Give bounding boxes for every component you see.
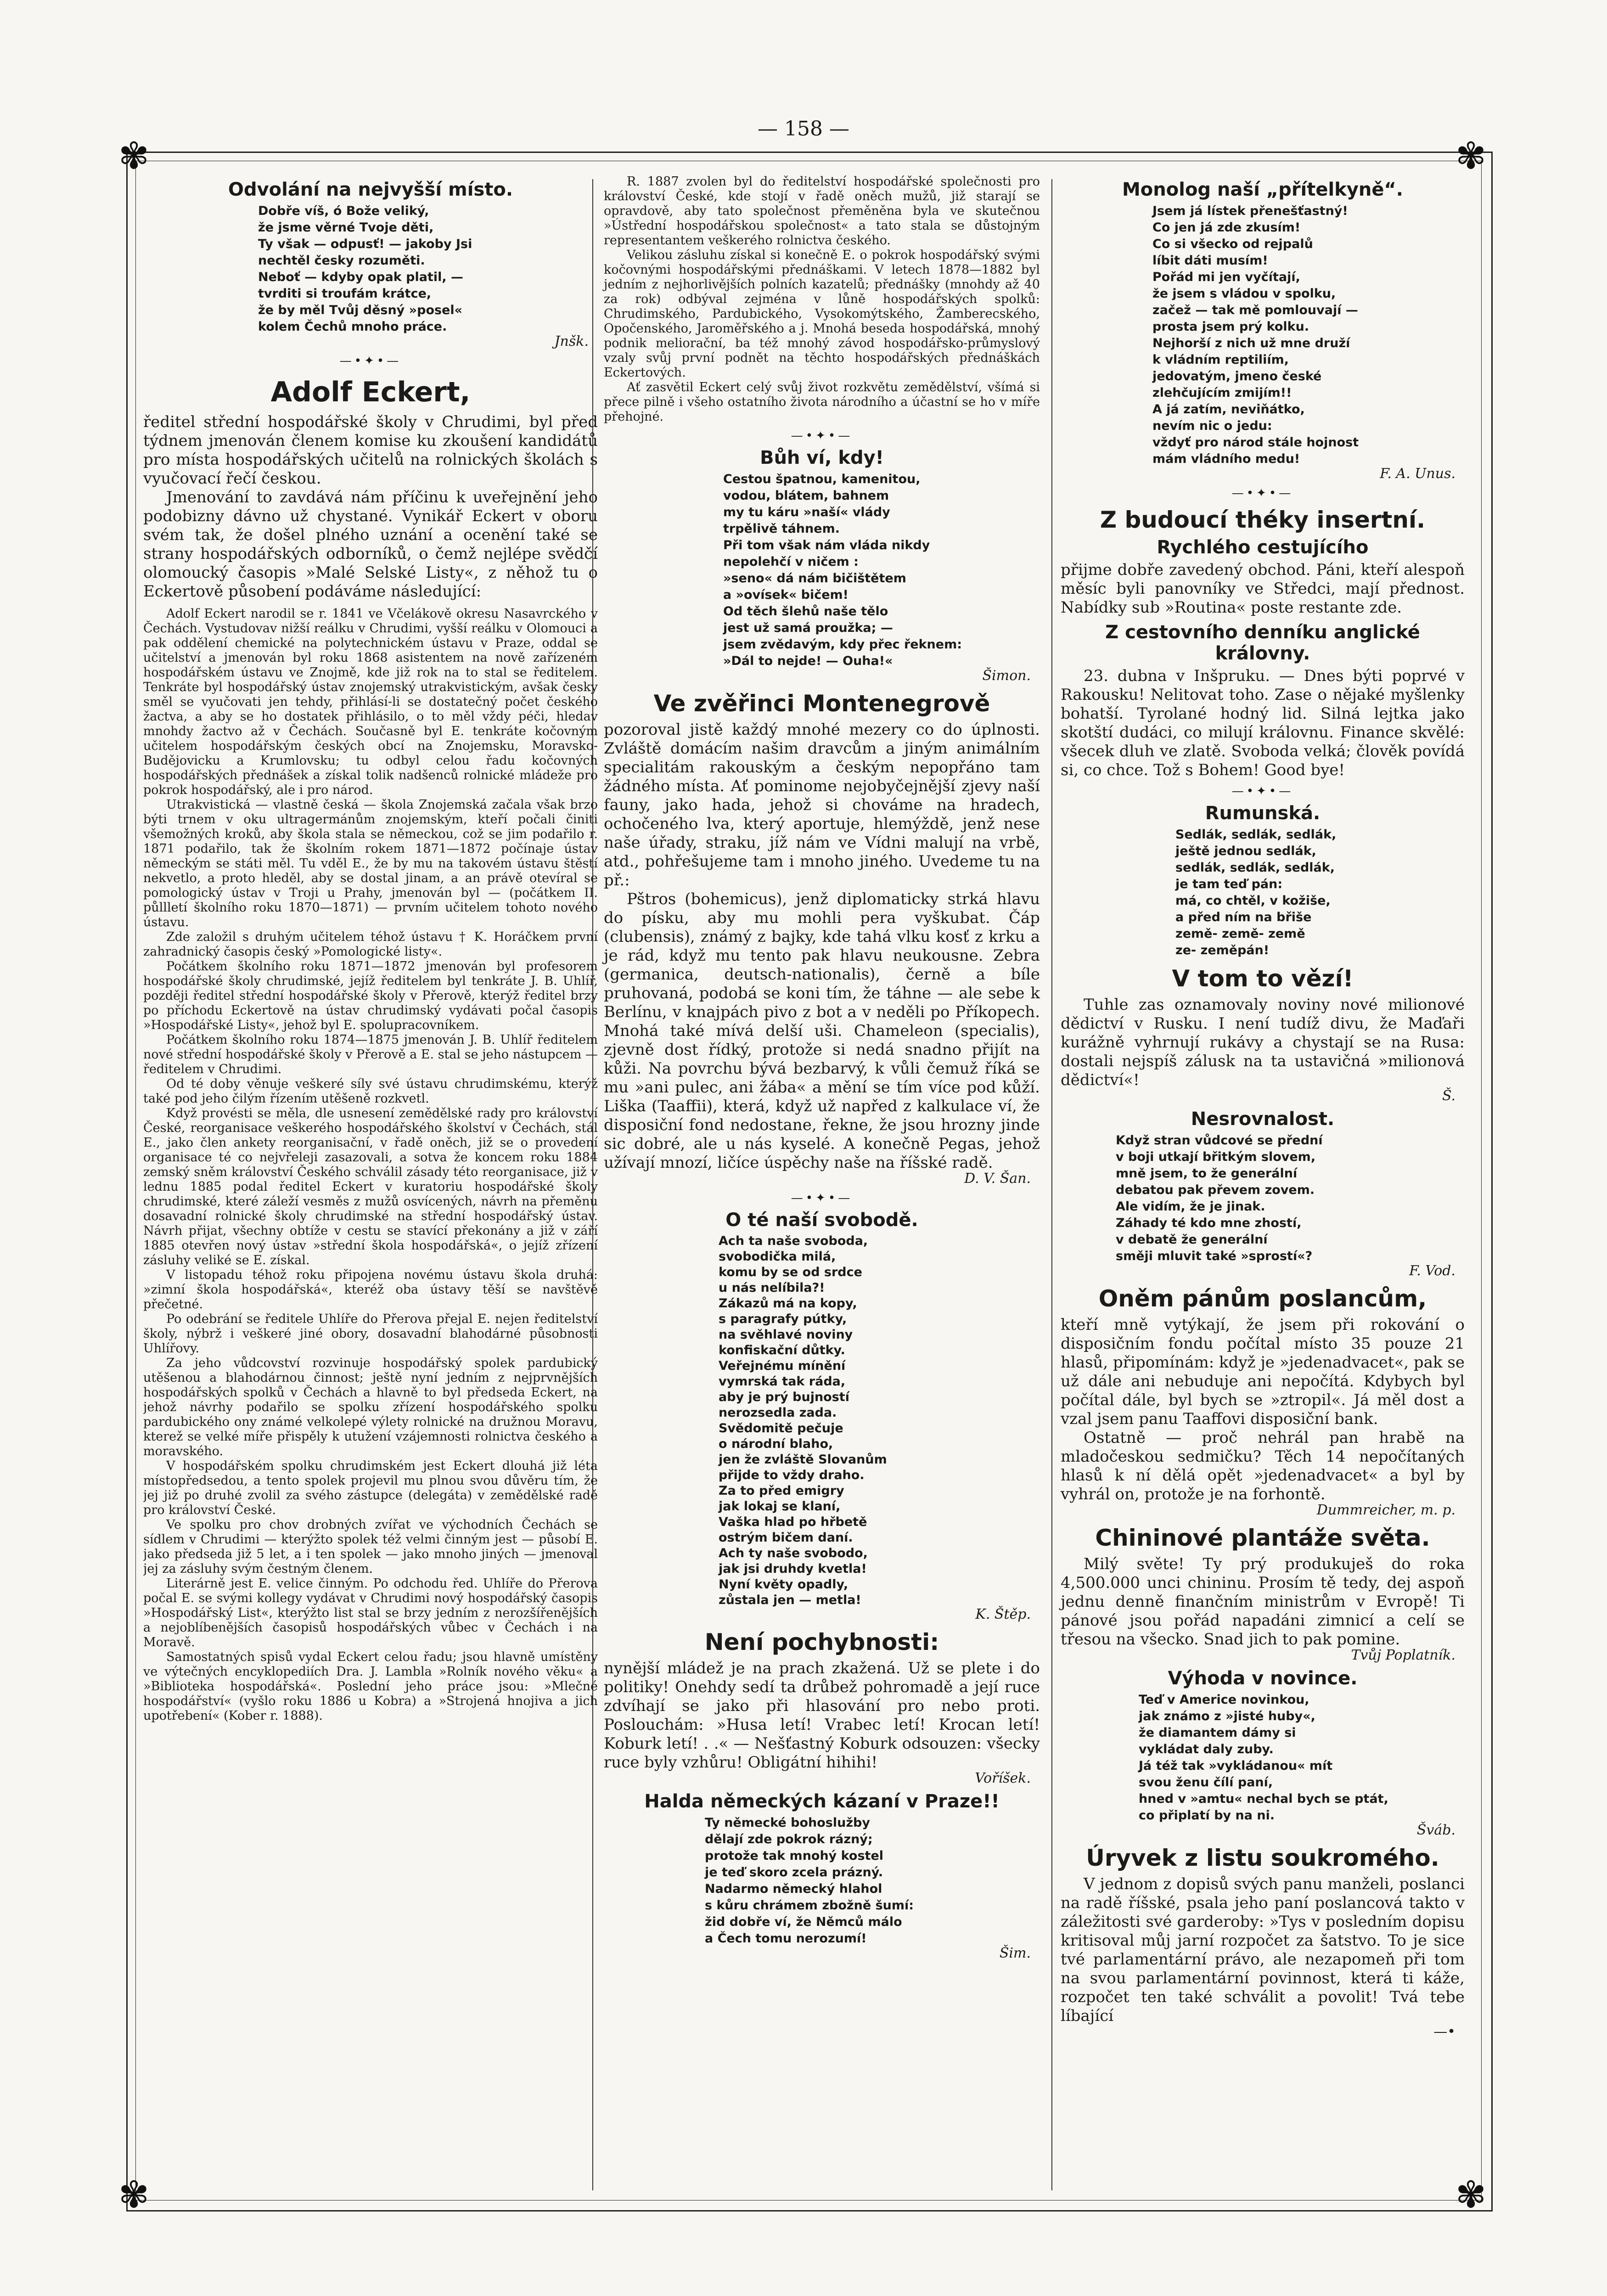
poem-line: k vládním reptiliím,: [1152, 353, 1289, 367]
poem-line: hned v »amtu« nechal bych se ptát,: [1139, 1792, 1388, 1806]
poslancum-text: kteří mně vytýkají, že jsem při rokování o disposičním fondu počítal místo 35 pouze 21 hlasů, připomínám: když je »jedenadvacet«, pak se už dále ani nebuduje ani nepočítá. Kdybych byl počítal dále, byl bych se »ztropil«. Já měl dost a vzal jsem panu Taaffovi disposiční bank.: [1061, 1316, 1465, 1428]
uryvek-signature: —•: [1433, 2024, 1455, 2040]
eckert-small-para: Za jeho vůdcovství rozvinuje hospodářský spolek pardubický utěšenou a blahodárnou činnost; ještě nyní jedním z nejprvnějších hospodářských spolků v Čechách a hlavně to byl předseda Eckert, na jehož návrhy podařilo se spolku zřízení hospodářského spolku pardubického ony známé velkolepé výlety rolnické na družnou Moravu, kterež se velké míře přispěly k utužení vzájemnosti rolnictva českého a moravského.: [143, 1356, 598, 1458]
poem-line: v boji utkají břitkým slovem,: [1116, 1150, 1316, 1164]
vyhoda-poem: [1061, 1692, 1465, 1824]
eckert-small-para: Samostatných spisů vydal Eckert celou řadu; jsou hlavně umístěny ve výtečných encyklopediích Dra. J. Lambla »Rolník nového věku« a »Biblioteka hospodářská«. Poslední jeho práce jsou: »Mlečné hospodářství« (vyšlo roku 1886 u Kobra) a »Strojená hnojiva a jich upotřebení« (Kober r. 1888).: [143, 1650, 598, 1723]
zverinec-para1: pozoroval jistě každý mnohé mezery co do úplnosti. Zvláště domácím našim dravcům a jiným animálním specialitám rakouským a českým nepopřáno tam žádného místa. Ať pominome nejobyčejnější zjevy naší fauny, jako hada, jehož si chováme na hradech, ochočeného lva, který aportuje, hlemýždě, jenž nese naše úřady, straku, jíž nám ve Vídni malují na vrbě, atd., pohřešujeme tam i mnoho jiného. Uvedeme tu na př.:: [604, 720, 1040, 889]
poem-line: u nás nelíbila?!: [719, 1281, 825, 1295]
eckert-small-para: Literárně jest E. velice činným. Po odchodu řed. Uhlíře do Přerova počal E. se svými kollegy vydávat v Chrudimi nový hospodářský časopis »Hospodářský List«, kterýžto list stal se brzy jedním z nerozšířenějších a nejoblíbenějších časopisů hospodářských vůbec v Čechách i na Moravě.: [143, 1576, 598, 1649]
eckert-small-para: Počátkem školního roku 1871—1872 jmenován byl profesorem hospodářské školy chrudimské, jejíž ředitelem byl tenkráte J. B. Uhlíř, později ředitel střední hospodářské školy v Přerově, kterýž ředitel brzy po příchodu Eckertově na ústav chrudimský vydávati počal časopis »Hospodářské Listy«, jehož byl E. spolupracovníkem.: [143, 959, 598, 1032]
eckert-title: Adolf Eckert,: [270, 376, 471, 408]
poem-line: s kůru chrámem zbožně šumí:: [705, 1898, 914, 1913]
poem-line: zlehčujícím zmijím!!: [1152, 386, 1292, 400]
poem-line: Svědomitě pečuje: [719, 1421, 843, 1435]
eckert-cont-para: Velikou zásluhu získal si konečně E. o pokrok hospodářský svými kočovnými hospodářskými přednáškami. V letech 1878—1882 byl jedním z nejhorlivějších polních kazatelů; přednášky (mnohdy až 40 za rok) odbýval zejména v lůně hospodářských spolků: Chrudimského, Pardubického, Vysokomýtského, Žamberecského, Opočenského, Jaroměřského a j. Mnohá beseda hospodářská, mnohý podnik meliorační, ba též mnohý závod hospodářsko-průmyslový vzaly svůj první podnět na těchto hospodářských přednáškách Eckertových.: [604, 248, 1040, 380]
poem-line: že by měl Tvůj děsný »posel«: [258, 303, 463, 317]
nesrovnalost-title: Nesrovnalost.: [1191, 1109, 1335, 1130]
poem-line: ze- zeměpán!: [1175, 943, 1270, 957]
poem-line: mně jsem, to že generální: [1116, 1166, 1298, 1181]
poem-line: že jsme věrné Tvoje děti,: [258, 220, 434, 235]
poem-line: Ty však — odpusť! — jakoby Jsi: [258, 237, 472, 251]
poem-line: my tu káru »naší« vlády: [723, 505, 890, 519]
corner-ornament-icon: ✾: [1455, 2173, 1487, 2216]
monolog-signature: F. A. Unus.: [1380, 466, 1455, 482]
tom-title: V tom to vězí!: [1172, 965, 1354, 992]
poem-line: Záhady té kdo mne zhostí,: [1116, 1216, 1302, 1230]
monolog-poem: [1061, 203, 1465, 467]
poem-line: jsem zvědavým, kdy přec řeknem:: [723, 637, 962, 652]
eckert-small-para: Adolf Eckert narodil se r. 1841 ve Včelákově okresu Nasavrckého v Čechách. Vystudovav nižší reálku v Chrudimi, vyšší reálku v Olomouci a pak oddělení chemické na polytechnickém ústavu v Praze, oddal se učitelství a jmenován byl roku 1868 asistentem na nově zařízeném hospodářském ústavu ve Znojmě, kde již rok na to stal se ředitelem. Tenkráte byl hospodářský ústav znojemský utrakvistickým, avšak česky směl se vyučovati jen tehdy, přihlásí-li se dostatečný počet českého žactva, a aby se ho dostatek přihlásilo, o to měl vždy péči, hledav mnohdy žactvo až v Čechách. Současně byl E. tenkráte kočovným učitelem hospodářským českých obcí na Znojemsku, Moravsko-Budějovicku a Krumlovsku; tu odbyl celou řadu kočovných hospodářských přednášek a získal tolik nadšenců rolnické mládeže pro pokrok hospodářský, ale i pro národ.: [143, 607, 598, 797]
poem-line: jedovatým, jmeno české: [1152, 369, 1322, 383]
eckert-cont-para: Ať zasvětil Eckert celý svůj život rozkvětu zemědělství, všímá si přece pilně i všeho ostatního života národního a účastní se ho v míře přehojné.: [604, 380, 1040, 424]
poem-line: Já též tak »vykládanou« mít: [1139, 1759, 1333, 1773]
poem-line: Nejhorší z nich už mne druží: [1152, 336, 1350, 350]
theky-text: přijme dobře zavedený obchod. Páni, kteří alespoň měsíc byli panovníky ve Středci, mají přednost. Nabídky sub »Routina« poste restante zde.: [1061, 561, 1465, 617]
eckert-small-para: Od té doby věnuje veškeré síly své ústavu chrudimskému, kterýž také pod jeho čilým řízením utěšeně rozkvetl.: [143, 1077, 598, 1106]
poem-line: Sedlák, sedlák, sedlák,: [1175, 827, 1337, 842]
poem-line: Při tom však nám vláda nikdy: [723, 538, 930, 552]
buh-poem: [604, 471, 1040, 670]
halda-signature: Šim.: [999, 1945, 1031, 1961]
poem-line: Co si všecko od rejpalů: [1152, 237, 1313, 251]
pochybnosti-text: nynější mládež je na prach zkažená. Už se plete i do politiky! Onehdy sedí ta drůbež pohromadě a její ruce zdvíhají se jako při hlasování pro nebo proti. Poslouchám: »Husa letí! Vrabec letí! Krocan letí! Koburk letí! . .« — Nešťastný Koburk odsouzen: všecky ruce byly vzhůru! Obligátní hihihi!: [604, 1659, 1040, 1772]
poem-line: Zákazů má na kopy,: [719, 1296, 857, 1311]
chinin-text: Milý světe! Ty prý produkuješ do roka 4,500.000 unci chininu. Prosím tě tedy, dej aspoň jednu denně finančním ministrům v Evropě! Ti pánové jsou pořád napadáni zimnicí a celí se třesou na všecko. Snad jich to pak pomine.: [1061, 1555, 1465, 1649]
poem-line: co připlatí by na ni.: [1139, 1808, 1275, 1823]
eckert-small-para: Utrakvistická — vlastně česká — škola Znojemská začala však brzo býti trnem v oku ultragermánům znojemským, kteří počali činiti všemožných kroků, aby škola stala se německou, což se jim podařilo r. 1871 podařilo, tak že školním rokem 1871—1872 počínaje ústav německým se státi měl. Tu vděl E., že by mu na takovém ústavu štěstí nekvetlo, a proto hleděl, aby se dostal jinam, a an právě otevíral se pomologický ústav v Troji u Prahy, jmenován byl — (počátkem II. půllletí školního roku 1870—1871) — prvním učitelem tohoto nového ústavu.: [143, 798, 598, 929]
zverinec-title: Ve zvěřinci Montenegrově: [653, 690, 990, 717]
poem-line: jak lokaj se klaní,: [719, 1499, 841, 1514]
poslancum-text2: Ostatně — proč nehrál pan hrabě na mladočeskou sedmičku? Těch 14 nepočítaných hlasů k ní dělá opět »jedenadvacet« a byl by vyhrál on, protože je na forhontě.: [1061, 1429, 1465, 1503]
theky-title: Z budoucí théky insertní.: [1100, 506, 1426, 533]
svobode-signature: K. Štěp.: [975, 1606, 1031, 1622]
poem-line: protože tak mnohý kostel: [705, 1849, 884, 1863]
poem-line: Teď v Americe novinkou,: [1139, 1693, 1309, 1707]
poslancum-title: Oněm pánům poslancům,: [1098, 1285, 1427, 1312]
column-1: [143, 174, 598, 2190]
poem-line: Vaška hlad po hřbetě: [719, 1515, 867, 1529]
poem-line: tvrditi si troufám krátce,: [258, 287, 432, 301]
eckert-small-para: Počátkem školního roku 1874—1875 jmenován J. B. Uhlíř ředitelem nové střední hospodářské školy v Přerově a E. stal se jeho nástupcem — ředitelem v Chrudimi.: [143, 1033, 598, 1076]
poem-line: je tam teď pán:: [1175, 877, 1283, 891]
poem-line: Jsem já lístek přenešťastný!: [1152, 204, 1348, 218]
poem-line: jest už samá proužka; —: [723, 621, 893, 635]
poem-line: Nyní květy opadly,: [719, 1577, 848, 1592]
poem-line: Cestou špatnou, kamenitou,: [723, 472, 921, 486]
poem-line: jak známo z »jisté huby«,: [1139, 1709, 1315, 1723]
eckert-small-para: Zde založil s druhým učitelem téhož ústavu † K. Horáčkem první zahradnický časopis český »Pomologické listy«.: [143, 930, 598, 959]
poem-line: přijde to vždy draho.: [719, 1468, 865, 1482]
poem-line: Co jen já zde zkusím!: [1152, 220, 1301, 235]
poem-line: svou ženu čílí paní,: [1139, 1775, 1273, 1790]
poem-line: a Čech tomu nerozumí!: [705, 1931, 867, 1946]
poem-line: nepolehčí v ničem :: [723, 555, 859, 569]
column-3: [1051, 174, 1474, 2190]
poem-line: Pořád mi jen vyčítají,: [1152, 270, 1300, 284]
uryvek-title: Úryvek z listu soukromého.: [1086, 1845, 1439, 1871]
odvolani-title: Odvolání na nejvyšší místo.: [228, 179, 513, 200]
poem-line: aby je prý bujností: [719, 1390, 849, 1404]
poem-line: Za to před emigry: [719, 1484, 844, 1498]
poem-line: mám vládního medu!: [1152, 452, 1300, 466]
page-number: — 158 —: [758, 117, 849, 141]
poslancum-signature: Dummreicher, m. p.: [1316, 1502, 1455, 1518]
tom-signature: Š.: [1442, 1088, 1455, 1104]
poem-line: a před ním na břiše: [1175, 910, 1312, 924]
poem-line: ještě jednou sedlák,: [1175, 844, 1316, 858]
buh-title: Bůh ví, kdy!: [760, 447, 884, 468]
nesrovnalost-poem: [1061, 1132, 1465, 1265]
poem-line: nevím nic o jedu:: [1152, 419, 1272, 433]
eckert-cont-para: R. 1887 zvolen byl do ředitelství hospodářské společnosti pro království České, kde stojí v řadě oněch mužů, již starají se opravdově, aby tato společnost přeměněna byla ve skutečnou »Ústřední hospodářskou společnost« a tato stala se důstojným representantem veškerého rolnictva českého.: [604, 174, 1040, 248]
svobode-title: O té naší svobodě.: [725, 1210, 918, 1231]
poem-line: A já zatím, neviňátko,: [1152, 402, 1305, 416]
poem-line: Ty německé bohoslužby: [705, 1816, 870, 1830]
nesrovnalost-signature: F. Vod.: [1409, 1263, 1455, 1279]
poem-line: nechtěl česky rozuměti.: [258, 253, 425, 268]
poem-line: sedlák, sedlák, sedlák,: [1175, 861, 1335, 875]
poem-line: a »ovísek« bičem!: [723, 588, 848, 602]
poem-line: začež — tak mě pomlouvají —: [1152, 303, 1358, 317]
chinin-signature: Tvůj Poplatník.: [1351, 1647, 1455, 1663]
poem-line: komu by se od srdce: [719, 1265, 862, 1279]
separator-ornament-icon: —•✦•—: [1231, 784, 1294, 798]
poem-line: Nadarmo německý hlahol: [705, 1882, 882, 1896]
poem-line: že jsem s vládou v spolku,: [1152, 287, 1336, 301]
pochybnosti-title: Není pochybnosti:: [704, 1629, 939, 1655]
vyhoda-title: Výhoda v novince.: [1168, 1668, 1358, 1689]
column-2: [592, 174, 1051, 2190]
corner-ornament-icon: ✾: [118, 135, 150, 177]
eckert-small-para: V listopadu téhož roku připojena novému ústavu škola druhá: »zimní škola hospodářská«, kteréž oba ústavy těší se navštěvě přečetné.: [143, 1268, 598, 1311]
poem-line: jen že zvláště Slovanům: [719, 1452, 887, 1467]
poem-line: v debatě že generální: [1116, 1232, 1268, 1247]
eckert-para2: Jmenování to zavdává nám příčinu k uveřejnění jeho podobizny dávno už chystané. Vynikář Eckert v oboru svém tak, že došel plného uznání a ocenění také se strany hospodářských odborníků, o čemž nejlépe svědčí olomoucký časopis »Malé Selské Listy«, z něhož tu o Eckertově působení podáváme následující:: [143, 488, 598, 601]
poem-line: o národní blaho,: [719, 1437, 833, 1451]
poem-line: vždyť pro národ stále hojnost: [1152, 435, 1359, 450]
rumunska-title: Rumunská.: [1205, 803, 1320, 824]
vyhoda-signature: Šváb.: [1416, 1822, 1455, 1838]
eckert-intro: ředitel střední hospodářské školy v Chrudimi, byl před týdnem jmenován členem komise ku zkoušení kandidátů pro místa hospodářských učitelů na rolnických školách s vyučovací řečí českou.: [143, 413, 598, 488]
odvolani-poem: [143, 203, 598, 335]
buh-signature: Šimon.: [982, 668, 1031, 684]
poem-line: Ale vidím, že je jinak.: [1116, 1199, 1265, 1214]
poem-line: na svěhlavé noviny: [719, 1328, 853, 1342]
tom-text: Tuhle zas oznamovaly noviny nové milionové dědictví v Rusku. I není tudíž divu, že Maďaři kurážně vyhrnují rukávy a chystají se na Rusa: dostali nejspíš zálusk na ta ustavičná »milionová dědictví«!: [1061, 996, 1465, 1089]
rumunska-poem: [1061, 827, 1465, 959]
poem-line: dělají zde pokrok rázný;: [705, 1832, 873, 1846]
separator-ornament-icon: —•✦•—: [791, 1191, 853, 1205]
poem-line: »Dál to nejde! — Ouha!«: [723, 654, 893, 668]
zverinec-signature: D. V. Šan.: [964, 1171, 1031, 1187]
eckert-small-para: V hospodářském spolku chrudimském jest Eckert dlouhá již léta místopředsedou, a tento spolek projevil mu plnou svou důvěru tím, že jej již po druhé zvolil za svého zástupce (delegáta) v zemědělské radě pro království České.: [143, 1459, 598, 1517]
poem-line: s paragrafy pútky,: [719, 1312, 847, 1326]
poem-line: prosta jsem prý kolku.: [1152, 320, 1309, 334]
poem-line: Dobře víš, ó Bože veliký,: [258, 204, 429, 218]
chinin-title: Chininové plantáže světa.: [1095, 1525, 1430, 1551]
theky-subtitle: Rychlého cestujícího: [1157, 537, 1369, 558]
poem-line: trpělivě táhnem.: [723, 522, 840, 536]
svobode-poem: [604, 1233, 1040, 1608]
poem-line: »seno« dá nám bičištětem: [723, 571, 906, 585]
separator-ornament-icon: —•✦•—: [791, 429, 853, 443]
poem-line: země- země- země: [1175, 927, 1305, 941]
separator-ornament-icon: —•✦•—: [339, 354, 402, 368]
poem-line: vodou, blátem, bahnem: [723, 489, 889, 503]
monolog-title: Monolog naší „přítelkyně“.: [1122, 179, 1403, 200]
eckert-small-para: Když provésti se měla, dle usnesení zemědělské rady pro království České, reorganisace veškerého hospodářského školství v Čechách, stál E., jako člen ankety reorganisační, v řadě oněch, již se o provedení organisace té co nejvřeleji zasazovali, a sotva že koncem roku 1884 zemský sněm království Českého schválil zásady této reorganisace, již v lednu 1885 podal ředitel Eckert v kuratoriu hospodářské školy chrudimské, které záleží vesměs z mužů osvícených, návrh na přeměnu dosavadní rolnické školy chrudimské na střední hospodářský ústav. Návrh přijat, všechny obtíže v cestu se stavící překonány a již v září 1885 otevřen nový ústav »střední škola hospodářská«, o jejíž zřízení zásluhy veliké se E. získal.: [143, 1106, 598, 1267]
poem-line: Veřejnému mínění: [719, 1359, 846, 1373]
eckert-small-para: Ve spolku pro chov drobných zvířat ve východních Čechách se sídlem v Chrudimi — kterýžto spolek též velmi činným jest — působí E. jako předseda již 5 let, a i ten spolek — jako mnoho jiných — jmenoval jej za zásluhy svým čestným členem.: [143, 1518, 598, 1576]
poem-line: Od těch šlehů naše tělo: [723, 604, 888, 619]
corner-ornament-icon: ✾: [118, 2173, 150, 2216]
poem-line: konfiskační důtky.: [719, 1343, 845, 1357]
poem-line: debatou pak převem zovem.: [1116, 1183, 1315, 1197]
zverinec-para2: Pštros (bohemicus), jenž diplomaticky strká hlavu do písku, aby mu mohli pera vyškubat. Čáp (clubensis), známý z bajky, kde tahá vlku kosť z krku a je rád, když mu tento pak hlavu neukousne. Zebra (germanica, deutsch-nationalis), černě a bíle pruhovaná, podobá se koni tím, že táhne — ale sebe k Berlínu, v knajpách pivo z bot a v neděli po Příkopech. Mnohá také mívá delší uši. Chameleon (specialis), zjevně dost řídký, protože si nedá snadno přijít na kůži. Na povrchu bývá bezbarvý, k vůli čemuž říká se mu »ani pulec, ani žába« a mění se tím více pod kůží. Liška (Taaffii), která, když už napřed z kalkulace ví, že disposiční fond nedostane, řekne, že jsou hrozny jinde sic dobré, ale u nás kyselé. A konečně Pegas, jehož užívají mnozí, ličíce úspěchy naše na říšské radě.: [604, 890, 1040, 1172]
poem-line: kolem Čechů mnoho práce.: [258, 320, 447, 334]
poem-line: Neboť — kdyby opak platil, —: [258, 270, 464, 284]
poem-line: Když stran vůdcové se přední: [1116, 1133, 1323, 1148]
halda-poem: [604, 1815, 1040, 1947]
poem-line: ostrým bičem daní.: [719, 1531, 853, 1545]
separator-ornament-icon: —•✦•—: [1231, 486, 1294, 500]
pochybnosti-signature: Voříšek.: [975, 1770, 1031, 1786]
corner-ornament-icon: ✾: [1455, 135, 1487, 177]
poem-line: zůstala jen — metla!: [719, 1593, 861, 1607]
poem-line: vykládat daly zuby.: [1139, 1742, 1274, 1756]
poem-line: líbit dáti musím!: [1152, 253, 1268, 268]
dennik-text: 23. dubna v Inšpruku. — Dnes býti poprvé v Rakousku! Nelitovat toho. Zase o nějaké myšlenky bohatší. Tyrolané hodný lid. Silná lejtka jako skotští dudáci, co milují královnu. Finance skvělé: všecek dluh ve zlatě. Svoboda velká; člověk povídá si, co chce. Tož s Bohem! Good bye!: [1061, 667, 1465, 779]
poem-line: že diamantem dámy si: [1139, 1726, 1296, 1740]
poem-line: má, co chtěl, v kožiše,: [1175, 894, 1331, 908]
halda-title: Halda německých kázaní v Praze!!: [644, 1791, 1000, 1812]
dennik-title: Z cestovního denníku anglické královny.: [1105, 622, 1420, 664]
poem-line: směji mluvit také »sprostí«?: [1116, 1249, 1313, 1263]
poem-line: Ach ty naše svobodo,: [719, 1546, 868, 1560]
poem-line: nerozsedla zada.: [719, 1406, 837, 1420]
eckert-small-para: Po odebrání se ředitele Uhlíře do Přerova přejal E. nejen ředitelství školy, nýbrž i veškeré jiné obory, dosavadní blahodárné působnosti Uhlířovy.: [143, 1312, 598, 1356]
poem-line: je teď skoro zcela prázný.: [705, 1865, 883, 1880]
odvolani-signature: Jnšk.: [554, 333, 589, 349]
uryvek-text: V jednom z dopisů svých panu manželi, poslanci na radě říšské, psala jeho paní poslancová takto v záležitosti své garderoby: »Tys v posledním dopisu kritisoval můj jarní rozpočet za šatstvo. To je sice tvé parlamentární právo, ale nezapomeň při tom na svou parlamentární povinnost, která ti káže, rozpočet ten také schválit a povolit! Tvá tebe líbající: [1061, 1875, 1465, 2025]
poem-line: svobodička milá,: [719, 1249, 836, 1264]
poem-line: vymrská tak ráda,: [719, 1374, 846, 1389]
poem-line: žid dobře ví, že Němců málo: [705, 1915, 902, 1929]
poem-line: Ach ta naše svoboda,: [719, 1234, 868, 1248]
poem-line: jak jsi druhdy kvetla!: [719, 1562, 867, 1576]
